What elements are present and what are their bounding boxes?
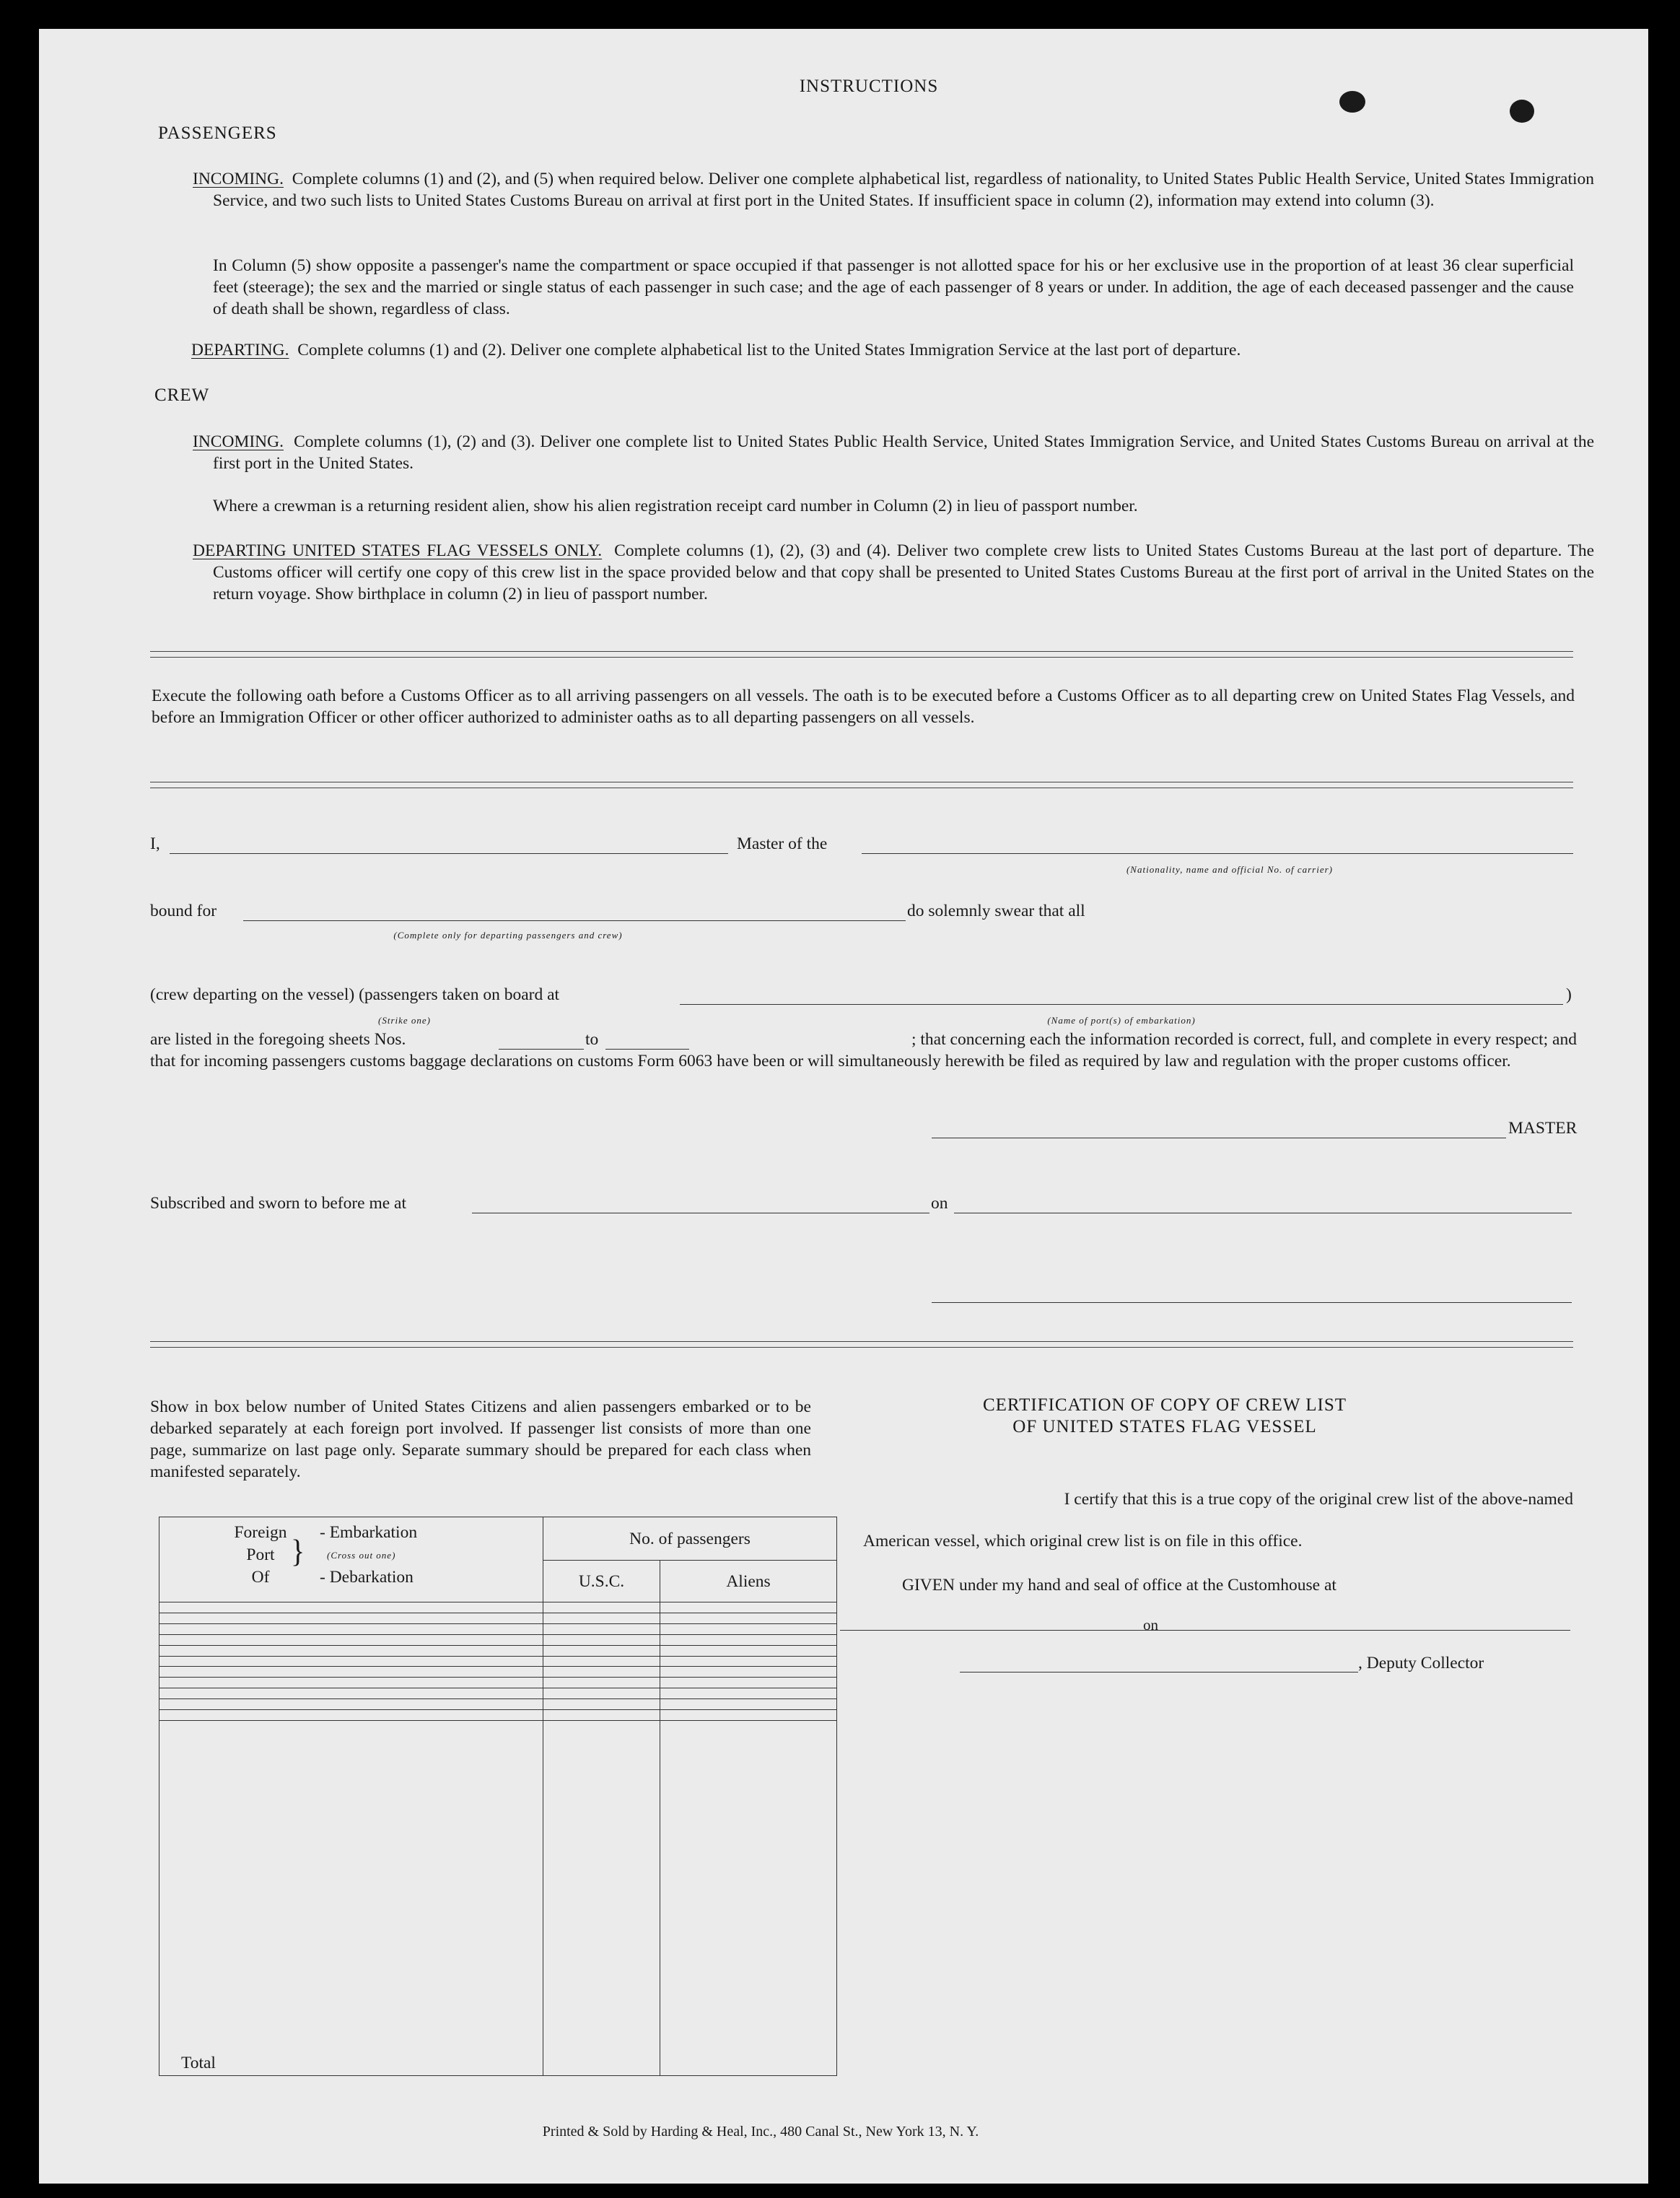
bound-for-note: (Complete only for departing passengers and crew) xyxy=(393,930,623,941)
to-label: to xyxy=(585,1030,599,1049)
crew-passengers-label: (crew departing on the vessel) (passengers taken on board at xyxy=(150,985,560,1004)
crew-heading: CREW xyxy=(154,385,210,405)
embarkation-label: - Embarkation xyxy=(320,1523,418,1542)
certification-title-line2: OF UNITED STATES FLAG VESSEL xyxy=(1012,1417,1317,1436)
carrier-field[interactable] xyxy=(862,853,1573,854)
passengers-header: No. of passengers xyxy=(543,1517,837,1561)
on-label: on xyxy=(931,1194,948,1213)
crew-incoming-text: Complete columns (1), (2) and (3). Deliver one complete list to United States Public Health Service, United States Immigration Service, and United States Customs Bureau on arrival at the first port in the United States. xyxy=(213,432,1595,473)
strike-note: (Strike one) xyxy=(378,1015,432,1026)
table-row[interactable] xyxy=(159,1710,837,1721)
cross-out-note: (Cross out one) xyxy=(327,1550,396,1561)
bound-for-field[interactable] xyxy=(243,920,906,921)
passengers-departing-instruction xyxy=(191,339,1577,361)
master-label: MASTER xyxy=(1508,1119,1578,1138)
passengers-departing-text: Complete columns (1) and (2). Deliver one complete alphabetical list to the United States Immigration Service at the last port of departure. xyxy=(297,341,1241,359)
certify-line1: I certify that this is a true copy of the original crew list of the above-named xyxy=(1064,1490,1573,1509)
printer-footer: Printed & Sold by Harding & Heal, Inc., 480 Canal St., New York 13, N. Y. xyxy=(542,2124,979,2140)
passengers-heading: PASSENGERS xyxy=(158,123,277,143)
instructions-title: INSTRUCTIONS xyxy=(799,77,939,96)
table-row[interactable] xyxy=(159,1623,837,1634)
passenger-summary-table xyxy=(159,1517,837,2076)
bound-for-label: bound for xyxy=(150,902,217,920)
sheet-from-field[interactable] xyxy=(499,1049,584,1050)
passengers-incoming-text: Complete columns (1) and (2), and (5) when required below. Deliver one complete alphabetical list, regardless of nationality, to United States Public Health Service, United States Immigration Service, and two such lists to United States Customs Bureau on arrival at first port in the United States. If insufficient space in column (2), information may extend into column (3). xyxy=(213,170,1595,210)
i-label: I, xyxy=(150,834,160,853)
port-col-line1: Foreign xyxy=(234,1523,287,1542)
crew-incoming-label: INCOMING. xyxy=(193,432,284,451)
certification-title-line1: CERTIFICATION OF COPY OF CREW LIST xyxy=(982,1395,1347,1415)
swear-label: do solemnly swear that all xyxy=(907,902,1085,920)
port-col-line2: Port xyxy=(246,1545,275,1564)
passengers-departing-label: DEPARTING. xyxy=(191,341,289,359)
cert-date-field[interactable] xyxy=(1166,1630,1570,1631)
table-row[interactable] xyxy=(159,1699,837,1710)
ink-blot xyxy=(1339,91,1365,113)
total-label: Total xyxy=(159,1720,543,2075)
debarkation-label: - Debarkation xyxy=(320,1568,414,1587)
usc-header: U.S.C. xyxy=(543,1561,660,1602)
certify-line2: American vessel, which original crew list is on file in this office. xyxy=(863,1532,1303,1551)
brace-symbol: } xyxy=(291,1532,305,1569)
close-paren: ) xyxy=(1566,985,1572,1004)
table-row[interactable] xyxy=(159,1634,837,1645)
deputy-label: , Deputy Collector xyxy=(1358,1654,1484,1673)
crew-resident-instruction: Where a crewman is a returning resident alien, show his alien registration receipt card number in Column (2) in lieu of passport number. xyxy=(213,497,1138,515)
crew-incoming-instruction xyxy=(193,431,1594,474)
table-row[interactable] xyxy=(159,1613,837,1623)
table-row[interactable] xyxy=(159,1688,837,1699)
crew-departing-label: DEPARTING UNITED STATES FLAG VESSELS ONLY. xyxy=(193,541,603,560)
section-divider xyxy=(150,1341,1573,1348)
master-of-label: Master of the xyxy=(737,834,828,853)
table-row[interactable] xyxy=(159,1656,837,1667)
oath-intro: Execute the following oath before a Customs Officer as to all arriving passengers on all vessels. The oath is to be executed before a Customs Officer as to all departing crew on United States Flag Vessels, and before an Immigration Officer or other officer authorized to administer oaths as to all departing passengers on all vessels. xyxy=(152,686,1575,727)
embarkation-port-field[interactable] xyxy=(680,1004,1563,1005)
section-divider xyxy=(150,782,1573,788)
port-col-line3: Of xyxy=(251,1568,270,1587)
statement-rest: that for incoming passengers customs baggage declarations on customs Form 6063 have been or will simultaneously herewith be filed as required by law and regulation with the proper customs officer. xyxy=(150,1052,1511,1070)
form-page xyxy=(39,29,1648,2184)
column5-instruction: In Column (5) show opposite a passenger's name the compartment or space occupied if that passenger is not allotted space for his or her exclusive use in the proportion of at least 36 clear superficial feet (steerage); the sex and the married or single status of each passenger in such case; and the age of each passenger of 8 years or under. In addition, the age of each deceased passenger and the cause of death shall be shown, regardless of class. xyxy=(213,256,1574,318)
subscribed-label: Subscribed and sworn to before me at xyxy=(150,1194,407,1213)
listed-label: are listed in the foregoing sheets Nos. xyxy=(150,1030,406,1049)
embarkation-note: (Name of port(s) of embarkation) xyxy=(1047,1015,1196,1026)
cert-on-label: on xyxy=(1143,1616,1158,1634)
certification-title xyxy=(905,1395,1425,1438)
port-column-header xyxy=(159,1517,543,1602)
total-row[interactable] xyxy=(159,1720,837,2075)
table-row[interactable] xyxy=(159,1678,837,1688)
given-text: GIVEN under my hand and seal of office at the Customhouse at xyxy=(902,1576,1336,1595)
summary-intro: Show in box below number of United States Citizens and alien passengers embarked or to be debarked separately at each foreign port involved. If passenger list consists of more than one page, summarize on last page only. Separate summary should be prepared for each class when manifested separately. xyxy=(150,1397,811,1481)
table-row[interactable] xyxy=(159,1645,837,1656)
sheet-to-field[interactable] xyxy=(605,1049,689,1050)
customhouse-field[interactable] xyxy=(840,1630,1179,1631)
section-divider xyxy=(150,651,1573,658)
aliens-header: Aliens xyxy=(660,1561,837,1602)
statement-tail: ; that concerning each the information recorded is correct, full, and complete in every respect; and xyxy=(911,1030,1577,1049)
passengers-incoming-label: INCOMING. xyxy=(193,170,284,188)
master-name-field[interactable] xyxy=(170,853,728,854)
table-row[interactable] xyxy=(159,1667,837,1678)
crew-departing-text: Complete columns (1), (2), (3) and (4). Deliver two complete crew lists to United States Customs Bureau at the last port of departure. The Customs officer will certify one copy of this crew list in the space provided below and that copy shall be presented to United States Customs Bureau at the first port of arrival in the United States on the return voyage. Show birthplace in column (2) in lieu of passport number. xyxy=(213,541,1595,603)
deputy-signature-field[interactable] xyxy=(960,1672,1358,1673)
table-row[interactable] xyxy=(159,1602,837,1613)
crew-departing-instruction xyxy=(193,540,1594,605)
passengers-incoming-instruction xyxy=(193,168,1594,211)
officer-signature-field[interactable] xyxy=(932,1302,1572,1303)
ink-blot xyxy=(1510,100,1534,123)
carrier-note: (Nationality, name and official No. of carrier) xyxy=(1126,864,1334,875)
